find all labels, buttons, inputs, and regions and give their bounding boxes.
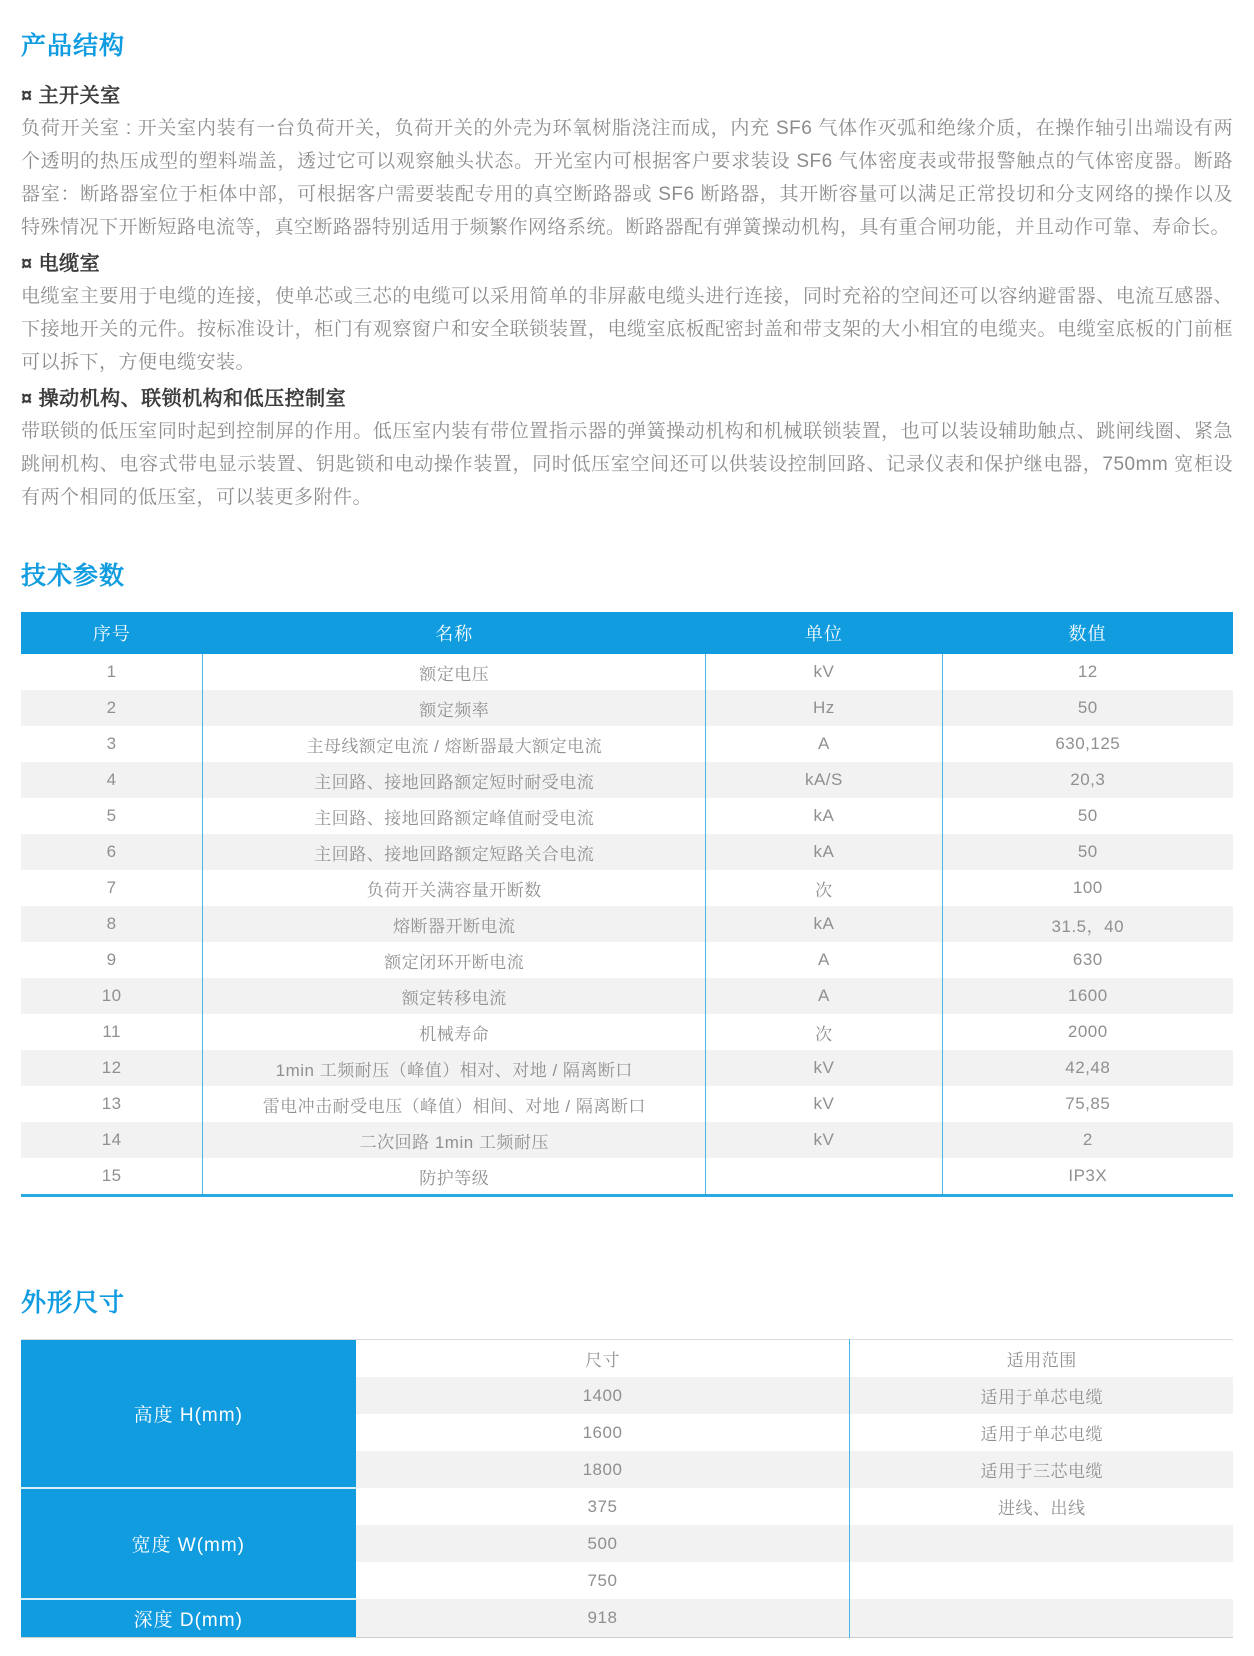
cell-index: 15 [101,1166,122,1185]
column-header-name: 名称 [203,612,706,654]
row-group-label-height: 高度 H(mm) [21,1340,356,1489]
table-row [21,1599,1233,1638]
cell-name: 防护等级 [203,1158,706,1196]
subsection-heading [21,250,1233,278]
cell-size: 1600 [582,1422,623,1442]
cell-index: 14 [21,1122,203,1158]
subsection-heading-text: 操动机构、联锁机构和低压控制室 [38,388,347,410]
cell-index: 7 [106,878,117,897]
table-row [21,834,1233,870]
cell-value: 50 [942,690,1233,726]
cell-unit: kA [706,834,942,870]
cell-unit [706,1158,942,1196]
column-header-size: 尺寸 [584,1351,620,1370]
cell-value: 31.5，40 [942,906,1233,942]
cell-unit: A [706,978,942,1014]
row-group-label-depth: 深度 D(mm) [21,1599,356,1638]
cell-name: 主回路、接地回路额定峰值耐受电流 [203,798,706,834]
row-group-label-width: 宽度 W(mm) [21,1488,356,1599]
table-row [21,1050,1233,1086]
column-header-value: 数值 [942,612,1233,654]
table-row [21,726,1233,762]
cell-size: 500 [356,1525,850,1562]
column-header-unit: 单位 [706,612,942,654]
bullet-icon: ¤ [21,85,33,107]
table-row [21,978,1233,1014]
table-row [21,1158,1233,1196]
cell-index: 8 [21,906,203,942]
page-title-tech-params: 技术参数 [21,562,126,590]
cell-value: 50 [942,798,1233,834]
cell-value: 50 [942,834,1233,870]
cell-index: 12 [21,1050,203,1086]
tech-params-table [21,612,1233,1197]
paragraph: 带联锁的低压室同时起到控制屏的作用。低压室内装有带位置指示器的弹簧操动机构和机械联锁装置，也可以装设辅助触点、跳闸线圈、紧急跳闸机构、电容式带电显示装置、钥匙锁和电动操作装置，同时低压室空间还可以供装设控制回路、记录仪表和保护继电器，750mm 宽柜设有两个相同的低压室，可以装更多附件。 [21,421,1233,508]
cell-value: 75,85 [942,1086,1233,1122]
table-header-row [21,612,1233,654]
cell-index: 9 [106,950,117,969]
cell-range: 适用于单芯电缆 [850,1377,1233,1414]
cell-name: 熔断器开断电流 [203,906,706,942]
page-title-product-structure: 产品结构 [21,32,126,60]
table-header-row [21,1340,1233,1378]
cell-range: 适用于三芯电缆 [850,1451,1233,1488]
cell-name: 主回路、接地回路额定短时耐受电流 [203,762,706,798]
table-row [21,1122,1233,1158]
cell-unit: kV [706,1122,942,1158]
cell-value: 2000 [942,1014,1233,1050]
subsection-operating-mechanism [21,385,1233,514]
cell-name: 额定电压 [203,654,706,690]
cell-value: 20,3 [942,762,1233,798]
bullet-icon: ¤ [21,388,33,410]
cell-name: 主回路、接地回路额定短路关合电流 [203,834,706,870]
dimensions-table [21,1339,1233,1638]
cell-value: 630,125 [942,726,1233,762]
cell-name: 雷电冲击耐受电压（峰值）相间、对地 / 隔离断口 [203,1086,706,1122]
cell-range: 进线、出线 [850,1488,1233,1525]
cell-range [850,1525,1233,1562]
cell-size: 918 [356,1599,850,1638]
cell-range [850,1599,1233,1638]
cell-name: 额定频率 [203,690,706,726]
cell-unit: kV [706,1086,942,1122]
table-row [21,690,1233,726]
cell-value: 630 [942,942,1233,978]
subsection-heading [21,82,1233,110]
page-title-dimensions: 外形尺寸 [21,1289,126,1317]
table-row [21,906,1233,942]
cell-range: 适用于单芯电缆 [850,1414,1233,1451]
cell-index: 2 [21,690,203,726]
cell-unit: kA/S [706,762,942,798]
subsection-cable-room [21,250,1233,379]
cell-name: 额定闭环开断电流 [203,942,706,978]
cell-unit: kA [706,798,942,834]
subsection-heading-text: 主开关室 [38,85,121,107]
cell-index: 3 [106,734,117,753]
cell-unit: A [706,942,942,978]
cell-unit: kV [706,1050,942,1086]
table-row [21,1086,1233,1122]
cell-unit: kA [706,906,942,942]
cell-unit: Hz [706,690,942,726]
table-row [21,1014,1233,1050]
table-row [21,870,1233,906]
cell-unit: 次 [706,870,942,906]
subsection-heading-text: 电缆室 [38,253,101,275]
cell-value: 2 [942,1122,1233,1158]
cell-name: 主母线额定电流 / 熔断器最大额定电流 [203,726,706,762]
cell-index: 11 [102,1022,121,1041]
table-row [21,762,1233,798]
column-header-index: 序号 [21,612,203,654]
cell-unit: 次 [706,1014,942,1050]
cell-size: 750 [587,1570,618,1590]
cell-value: 12 [942,654,1233,690]
cell-value: 42,48 [942,1050,1233,1086]
cell-name: 额定转移电流 [203,978,706,1014]
cell-index: 10 [21,978,203,1014]
paragraph: 电缆室主要用于电缆的连接，使单芯或三芯的电缆可以采用简单的非屏蔽电缆头进行连接，同时充裕的空间还可以容纳避雷器、电流互感器、下接地开关的元件。按标准设计，柜门有观察窗户和安全联锁装置，电缆室底板配密封盖和带支架的大小相宜的电缆夹。电缆室底板的门前框可以拆下，方便电缆安装。 [21,286,1233,373]
cell-value: 100 [942,870,1233,906]
table-row [21,798,1233,834]
table-row [21,654,1233,690]
cell-range [850,1562,1233,1599]
cell-index: 6 [21,834,203,870]
table-row [21,1488,1233,1525]
cell-index: 13 [101,1094,122,1113]
subsection-main-switch-room [21,82,1233,244]
cell-value: IP3X [942,1158,1233,1196]
cell-index: 5 [106,806,117,825]
bullet-icon: ¤ [21,253,33,275]
cell-size: 1400 [356,1377,850,1414]
cell-value: 1600 [942,978,1233,1014]
cell-size: 375 [587,1496,618,1516]
cell-index: 4 [21,762,203,798]
cell-size: 1800 [356,1451,850,1488]
table-row [21,942,1233,978]
cell-name: 1min 工频耐压（峰值）相对、对地 / 隔离断口 [203,1050,706,1086]
cell-name: 机械寿命 [203,1014,706,1050]
paragraph: 负荷开关室 : 开关室内装有一台负荷开关，负荷开关的外壳为环氧树脂浇注而成，内充 SF6 气体作灭弧和绝缘介质，在操作轴引出端设有两个透明的热压成型的塑料端盖，透过它可以观察触头状态。开光室内可根据客户要求装设 SF6 气体密度表或带报警触点的气体密度器。断路器室：断路器室位于柜体中部，可根据客户需要装配专用的真空断路器或 SF6 断路器，其开断容量可以满足正常投切和分支网络的操作以及特殊情况下开断短路电流等，真空断路器特别适用于频繁作网络系统。断路器配有弹簧操动机构，具有重合闸功能，并且动作可靠、寿命长。 [21,118,1233,238]
cell-name: 二次回路 1min 工频耐压 [203,1122,706,1158]
cell-unit: kV [706,654,942,690]
cell-index: 1 [106,662,117,681]
cell-unit: A [706,726,942,762]
column-header-range: 适用范围 [850,1340,1233,1378]
subsection-heading [21,385,1233,413]
cell-name: 负荷开关满容量开断数 [203,870,706,906]
